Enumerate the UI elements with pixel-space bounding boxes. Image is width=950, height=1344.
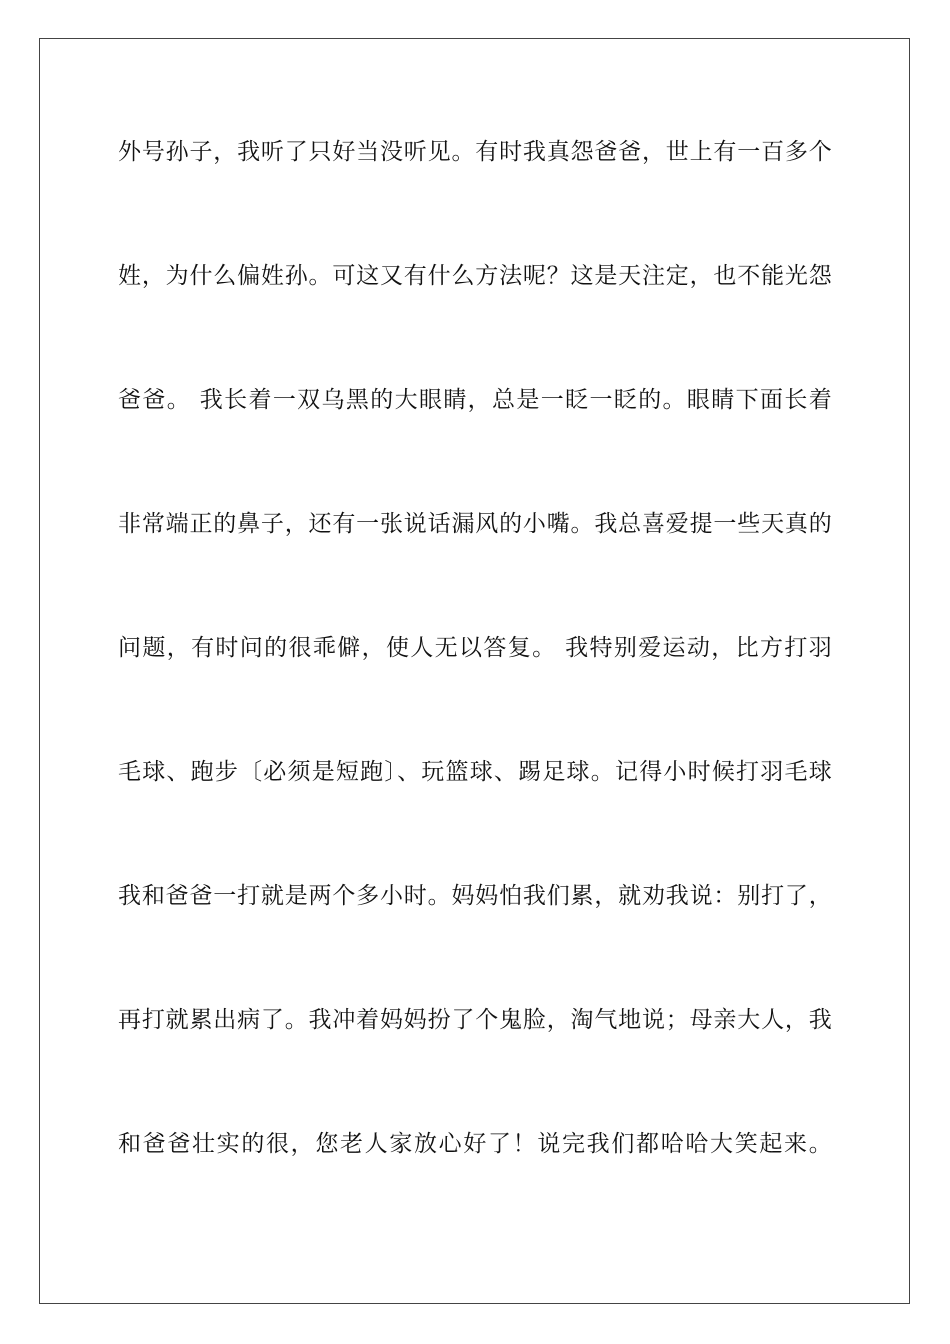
paragraph-line-1: 外号孙子，我听了只好当没听见。有时我真怨爸爸，世上有一百多个 (118, 139, 832, 165)
paragraph-line-6: 毛球、跑步〔必须是短跑〕、玩篮球、踢足球。记得小时候打羽毛球 (118, 759, 832, 785)
paragraph-line-3: 爸爸。 我长着一双乌黑的大眼睛，总是一眨一眨的。眼睛下面长着 (118, 387, 832, 413)
page-frame (39, 38, 910, 1304)
paragraph-line-7: 我和爸爸一打就是两个多小时。妈妈怕我们累，就劝我说：别打了， (118, 883, 832, 909)
paragraph-line-8: 再打就累出病了。我冲着妈妈扮了个鬼脸，淘气地说；母亲大人，我 (118, 1007, 832, 1033)
paragraph-line-2: 姓，为什么偏姓孙。可这又有什么方法呢？这是天注定，也不能光怨 (118, 263, 832, 289)
paragraph-line-5: 问题，有时问的很乖僻，使人无以答复。 我特别爱运动，比方打羽 (118, 635, 832, 661)
paragraph-line-9: 和爸爸壮实的很，您老人家放心好了！说完我们都哈哈大笑起来。 (118, 1131, 832, 1157)
paragraph-line-4: 非常端正的鼻子，还有一张说话漏风的小嘴。我总喜爱提一些天真的 (118, 511, 832, 537)
